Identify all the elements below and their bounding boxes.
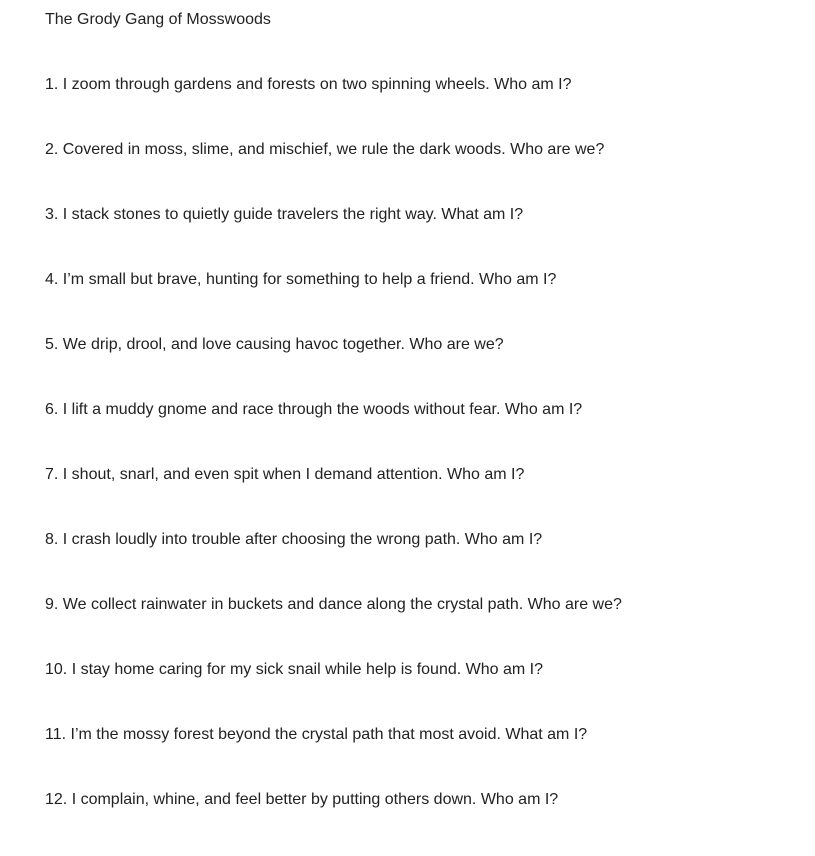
- riddle-item: 8. I crash loudly into trouble after choosing the wrong path. Who am I?: [45, 531, 543, 548]
- riddle-item: 1. I zoom through gardens and forests on two spinning wheels. Who am I?: [45, 76, 572, 93]
- riddle-item: 6. I lift a muddy gnome and race through the woods without fear. Who am I?: [45, 401, 583, 418]
- riddle-list: [45, 75, 815, 810]
- riddle-item: 7. I shout, snarl, and even spit when I demand attention. Who am I?: [45, 466, 525, 483]
- riddle-item: 2. Covered in moss, slime, and mischief, we rule the dark woods. Who are we?: [45, 141, 605, 158]
- riddle-item: 4. I’m small but brave, hunting for something to help a friend. Who am I?: [45, 271, 557, 288]
- document-title: The Grody Gang of Mosswoods: [45, 11, 271, 28]
- riddle-item: 10. I stay home caring for my sick snail while help is found. Who am I?: [45, 661, 543, 678]
- riddle-item: 12. I complain, whine, and feel better by putting others down. Who am I?: [45, 791, 559, 808]
- riddle-item: 11. I’m the mossy forest beyond the crystal path that most avoid. What am I?: [45, 726, 588, 743]
- riddle-item: 5. We drip, drool, and love causing havoc together. Who are we?: [45, 336, 504, 353]
- riddle-item: 9. We collect rainwater in buckets and dance along the crystal path. Who are we?: [45, 596, 622, 613]
- riddle-item: 3. I stack stones to quietly guide travelers the right way. What am I?: [45, 206, 524, 223]
